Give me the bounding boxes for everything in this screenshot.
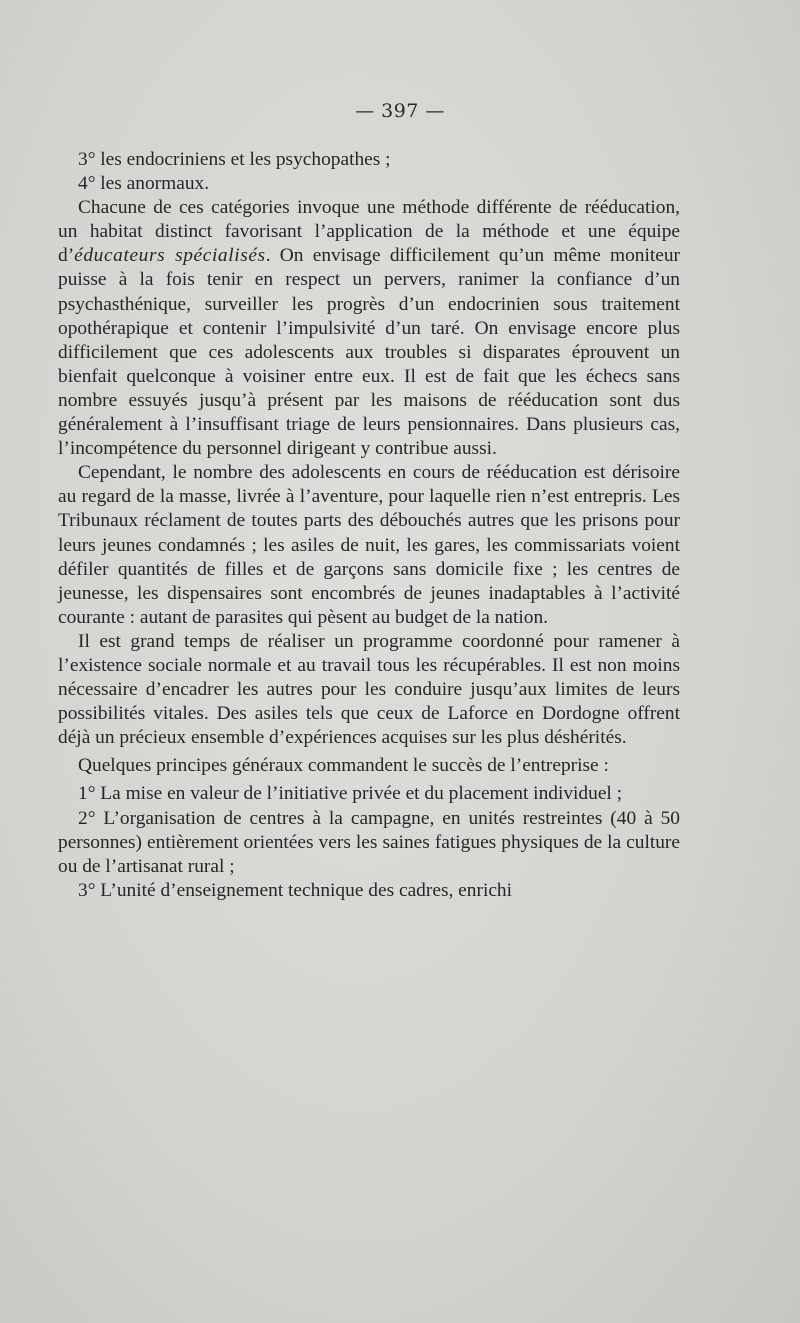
principle-3: 3° L’unité d’enseignement technique des cadres, enrichi xyxy=(78,879,513,901)
paragraph-categories-end: . On envisage difficilement qu’un même moniteur puisse à la fois tenir en respect un pervers, ranimer la confiance d’un psychasthénique, surveiller les progrès d’un endocrinien sous traitement opothérapique et contenir l’impulsivité d’un taré. On envisage encore plus difficilement que ces adolescents aux troubles si disparates éprouvent un bienfait quelconque à voisiner entre eux. Il est de fait que les échecs sans nombre essuyés jusqu’à présent par les maisons de rééducation sont dus généralement à l’insuffisant triage de leurs pensionnaires. Dans plusieurs cas, l’incompétence du personnel dirigeant y contribue aussi. xyxy=(58,245,681,460)
emphasis-specialized-educators: éducateurs spécialisés xyxy=(74,245,266,267)
list-item-4: 4° les anormaux. xyxy=(78,173,210,195)
paragraph-categories xyxy=(58,196,680,461)
paragraph-programme: Il est grand temps de réaliser un programme coordonné pour ramener à l’existence sociale normale et au travail tous les récupérables. Il est non moins nécessaire d’encadrer les autres pour les conduire jusqu’aux limites de leurs possibilités vitales. Des asiles tels que ceux de Laforce en Dordogne offrent déjà un précieux ensemble d’expériences acquises sur les plus déshérités. xyxy=(58,630,680,749)
page-number: — 397 — xyxy=(355,100,445,122)
list-item-3: 3° les endocriniens et les psychopathes ; xyxy=(78,149,391,170)
principle-1: 1° La mise en valeur de l’initiative privée et du placement individuel ; xyxy=(78,783,623,805)
paragraph-adolescents: Cependant, le nombre des adolescents en cours de rééducation est dérisoire au regard de la masse, livrée à l’aventure, pour laquelle rien n’est entrepris. Les Tribunaux réclament de toutes parts des débouchés autres que les prisons pour leurs jeunes condamnés ; les asiles de nuit, les gares, les commissariats voient défiler quantités de filles et de garçons sans domicile fixe ; les centres de jeunesse, les dispensaires sont encombrés de jeunes inadaptables à l’activité courante : autant de parasites qui pèsent au budget de la nation. xyxy=(58,462,680,628)
paragraph-principles-intro: Quelques principes généraux commandent le succès de l’entreprise : xyxy=(78,755,609,777)
paragraph-categories-start: Chacune de ces catégories invoque une méthode différente de rééducation, un habitat distinct favorisant l’application de la méthode et une équipe d’ xyxy=(58,197,680,267)
principle-2: 2° L’organisation de centres à la campagne, en unités restreintes (40 à 50 personnes) entièrement orientées vers les saines fatigues physiques de la culture ou de l’artisanat rural ; xyxy=(58,807,680,877)
body-text xyxy=(58,148,680,903)
